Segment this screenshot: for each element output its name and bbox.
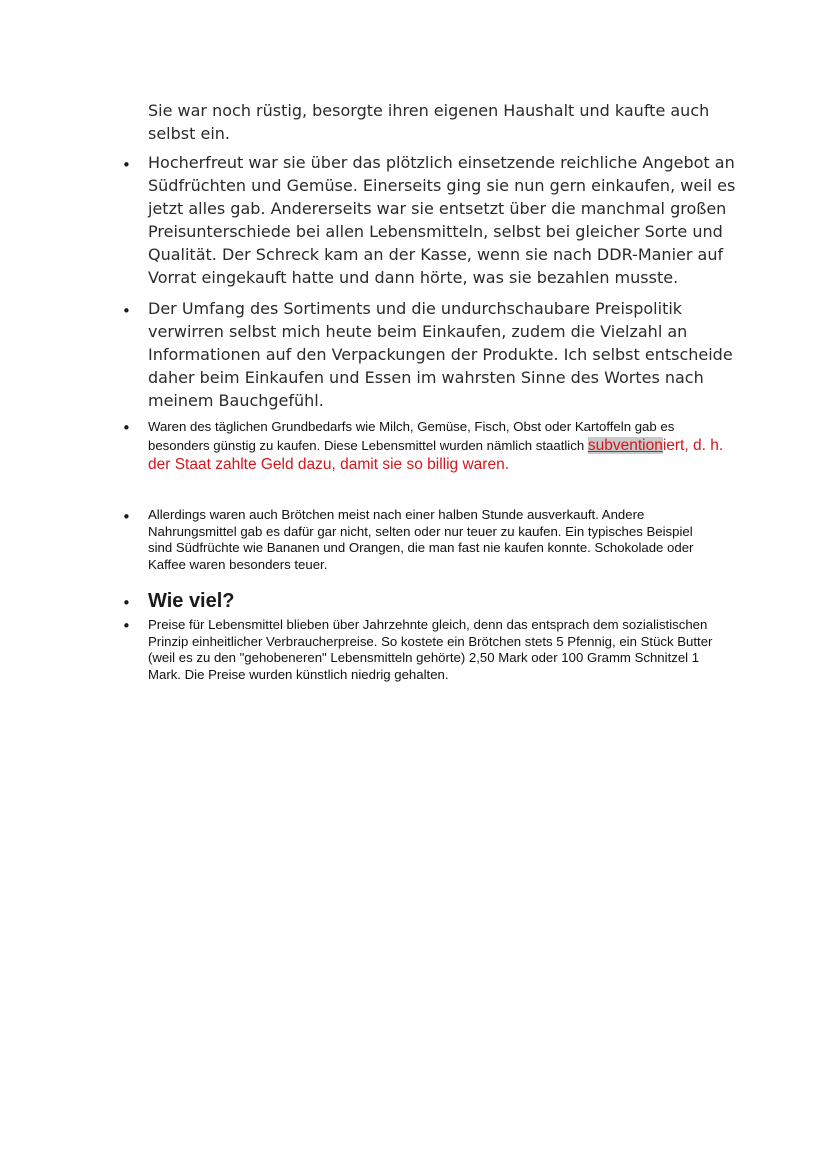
red-explanation-text: iert, d. h. der Staat zahlte Geld dazu, damit sie so billig waren. xyxy=(148,436,724,473)
highlighted-word: subvention xyxy=(587,436,663,454)
bullet-paragraph-6: Preise für Lebensmittel blieben über Jahrzehnte gleich, denn das entsprach dem sozialistischen Prinzip einheitlicher Verbraucherpreise. So kostete ein Brötchen stets 5 Pfennig, ein Stück Butter (weil es zu den "gehobeneren" Lebensmitteln gehörte) 2,50 Mark oder 100 Gramm Schnitzel 1 Mark. Die Preise wurden künstlich niedrig gehalten. xyxy=(148,617,713,682)
bullet-paragraph-1: Hocherfreut war sie über das plötzlich einsetzende reichliche Angebot an Südfrüchten und Gemüse. Einerseits ging sie nun gern einkaufen, weil es jetzt alles gab. Andererseits war sie entsetzt über die manchmal großen Preisunterschiede bei allen Lebensmitteln, selbst bei gleicher Sorte und Qualität. Der Schreck kam an der Kasse, wenn sie nach DDR-Manier auf Vorrat eingekauft hatte und dann hörte, was sie bezahlen musste. xyxy=(148,153,736,287)
bullet-paragraph-3 xyxy=(148,419,728,474)
bullet-marker: • xyxy=(122,508,131,526)
bullet-marker: • xyxy=(122,302,131,320)
bullet-marker: • xyxy=(122,617,131,635)
bullet-paragraph-2: Der Umfang des Sortiments und die undurchschaubare Preispolitik verwirren selbst mich heute beim Einkaufen, zudem die Vielzahl an Informationen auf den Verpackungen der Produkte. Ich selbst entscheide daher beim Einkaufen und Essen im wahrsten Sinne des Wortes nach meinem Bauchgefühl. xyxy=(148,299,733,410)
section-heading: Wie viel? xyxy=(148,590,235,612)
bullet-paragraph-4: Allerdings waren auch Brötchen meist nach einer halben Stunde ausverkauft. Andere Nahrungsmittel gab es dafür gar nicht, selten oder nur teuer zu kaufen. Ein typisches Beispiel sind Südfrüchte wie Bananen und Orangen, die man fast nie kaufen konnte. Schokolade oder Kaffee waren besonders teuer. xyxy=(148,507,694,572)
subsidy-text: Waren des täglichen Grundbedarfs wie Milch, Gemüse, Fisch, Obst oder Kartoffeln gab es besonders günstig zu kaufen. Diese Lebensmittel wurden nämlich staatlich xyxy=(148,419,675,453)
intro-paragraph: Sie war noch rüstig, besorgte ihren eigenen Haushalt und kaufte auch selbst ein. xyxy=(148,101,710,143)
bullet-marker: • xyxy=(122,419,131,437)
bullet-marker: • xyxy=(122,156,131,174)
bullet-marker: • xyxy=(122,594,131,612)
